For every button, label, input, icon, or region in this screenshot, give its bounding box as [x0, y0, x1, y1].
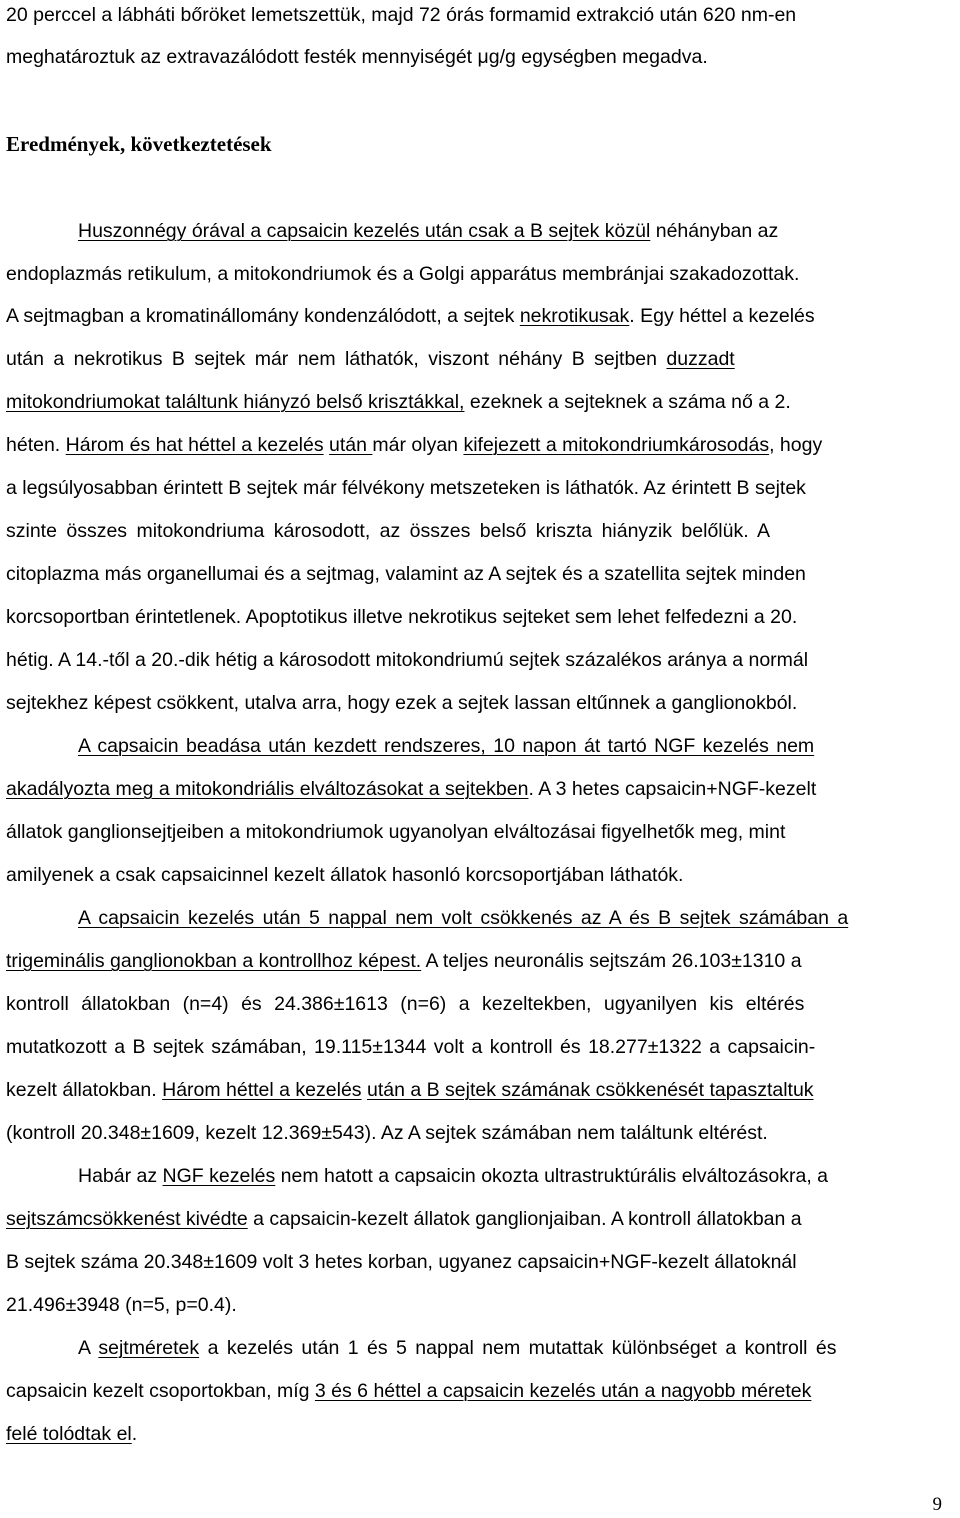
- p3-l2-underlined: trigeminális ganglionokban a kontrollhoz képest.: [6, 950, 422, 972]
- p3-l3: kontroll állatokban (n=4) és 24.386±1613 (n=6) a kezeltekben, ugyanilyen kis eltérés: [6, 993, 805, 1015]
- p1-line-9: [6, 561, 944, 587]
- p1-l11: hétig. A 14.-től a 20.-dik hétig a károsodott mitokondriumú sejtek százalékos aránya a normál: [6, 649, 809, 671]
- p5-line-3: [6, 1421, 944, 1447]
- p1-l6-underlined-1: Három és hat héttel a kezelés: [65, 434, 324, 456]
- p1-l4-underlined: duzzadt: [666, 348, 735, 370]
- p3-l5-a: kezelt állatokban.: [6, 1079, 163, 1101]
- p4-line-1: [78, 1163, 944, 1189]
- p1-l4-a: után a nekrotikus B sejtek már nem láthatók, viszont néhány B sejtben: [6, 348, 667, 370]
- p3-l6: (kontroll 20.348±1609, kezelt 12.369±543). Az A sejtek számában nem találtunk eltérést.: [6, 1122, 768, 1144]
- p1-line-8: [6, 518, 944, 544]
- p1-l3-underlined: nekrotikusak: [519, 305, 630, 327]
- p1-line-7: [6, 475, 944, 501]
- p5-l2-a: capsaicin kezelt csoportokban, míg: [6, 1380, 315, 1402]
- p3-line-6: [6, 1120, 944, 1146]
- p1-l6-a: héten.: [6, 434, 66, 456]
- p4-line-4: [6, 1292, 944, 1318]
- p1-line-11: [6, 647, 944, 673]
- p1-l9: citoplazma más organellumai és a sejtmag, valamint az A sejtek és a szatellita sejtek minden: [6, 563, 806, 585]
- p1-l8: szinte összes mitokondriuma károsodott, az összes belső kriszta hiányzik belőlük. A: [6, 520, 770, 542]
- p4-line-2: [6, 1206, 944, 1232]
- p2-line-2: [6, 776, 944, 802]
- p5-l1-b: a kezelés után 1 és 5 nappal nem mutattak különbséget a kontroll és: [199, 1337, 837, 1359]
- p1-l3-b: . Egy héttel a kezelés: [629, 305, 815, 327]
- p4-line-3: [6, 1249, 944, 1275]
- p4-l2-underlined: sejtszámcsökkenést kivédte: [6, 1208, 248, 1230]
- p1-l12: sejtekhez képest csökkent, utalva arra, hogy ezek a sejtek lassan eltűnnek a ganglionokból.: [6, 692, 798, 714]
- p4-l2-rest: a capsaicin-kezelt állatok ganglionjaiban. A kontroll állatokban a: [247, 1208, 802, 1230]
- p1-l3-a: A sejtmagban a kromatinállomány kondenzálódott, a sejtek: [6, 305, 520, 327]
- p5-l3-b: .: [131, 1423, 138, 1445]
- p3-line-1: [78, 905, 944, 931]
- p3-l5-underlined-2: után a B sejtek számának csökkenését tapasztaltuk: [366, 1079, 814, 1101]
- p2-line-4: [6, 862, 944, 888]
- p1-line-12: [6, 690, 944, 716]
- p2-l1-underlined: A capsaicin beadása után kezdett rendszeres, 10 napon át tartó NGF kezelés nem: [78, 735, 815, 757]
- p2-l3: állatok ganglionsejtjeiben a mitokondriumok ugyanolyan elváltozásai figyelhetők meg, mint: [6, 821, 786, 843]
- p1-line-10: [6, 604, 944, 630]
- p2-l2-rest: . A 3 hetes capsaicin+NGF-kezelt: [528, 778, 817, 800]
- p2-line-3: [6, 819, 944, 845]
- page-number: 9: [932, 1494, 942, 1515]
- heading-text: Eredmények, következtetések: [6, 132, 272, 156]
- p4-l4: 21.496±3948 (n=5, p=0.4).: [6, 1294, 237, 1316]
- intro-line-1: [6, 2, 944, 28]
- p3-line-5: [6, 1077, 944, 1103]
- p2-l4: amilyenek a csak capsaicinnel kezelt állatok hasonló korcsoportjában láthatók.: [6, 864, 684, 886]
- p5-line-2: [6, 1378, 944, 1404]
- intro-line-2: [6, 44, 944, 70]
- p3-line-4: [6, 1034, 944, 1060]
- p1-l1-rest: néhányban az: [650, 220, 779, 242]
- p1-l6-underlined-3: kifejezett a mitokondriumkárosodás: [463, 434, 770, 456]
- p3-l4: mutatkozott a B sejtek számában, 19.115±1344 volt a kontroll és 18.277±1322 a capsaicin-: [6, 1036, 816, 1058]
- p1-line-5: [6, 389, 944, 415]
- p3-l5-underlined-1: Három héttel a kezelés: [162, 1079, 362, 1101]
- p1-l1-underlined: Huszonnégy órával a capsaicin kezelés után csak a B sejtek közül: [78, 220, 651, 242]
- p1-l7: a legsúlyosabban érintett B sejtek már félvékony metszeteken is láthatók. Az érintett B sejtek: [6, 477, 806, 499]
- p1-l6-d: , hogy: [769, 434, 823, 456]
- p1-line-6: [6, 432, 944, 458]
- p4-l1-b: nem hatott a capsaicin okozta ultrastruktúrális elváltozásokra, a: [275, 1165, 829, 1187]
- p1-l2: endoplazmás retikulum, a mitokondriumok és a Golgi apparátus membránjai szakadozottak.: [6, 263, 800, 285]
- p1-l10: korcsoportban érintetlenek. Apoptotikus illetve nekrotikus sejteket sem lehet felfedezni a 20.: [6, 606, 798, 628]
- intro-text-1: 20 perccel a lábháti bőröket lemetszettük, majd 72 órás formamid extrakció után 620 nm-en: [6, 4, 797, 26]
- p1-l5-rest: ezeknek a sejteknek a száma nő a 2.: [464, 391, 791, 413]
- p1-l6-underlined-2: után: [329, 434, 373, 456]
- section-heading: [6, 131, 944, 157]
- p3-line-2: [6, 948, 944, 974]
- p1-line-2: [6, 261, 944, 287]
- p3-l2-rest: A teljes neuronális sejtszám 26.103±1310 a: [421, 950, 802, 972]
- p4-l1-a: Habár az: [78, 1165, 163, 1187]
- p5-line-1: [78, 1335, 944, 1361]
- p4-l1-underlined: NGF kezelés: [162, 1165, 276, 1187]
- p2-l2-underlined: akadályozta meg a mitokondriális elváltozásokat a sejtekben: [6, 778, 529, 800]
- p5-l1-underlined: sejtméretek: [98, 1337, 200, 1359]
- p1-line-3: [6, 303, 944, 329]
- p5-l3-underlined: felé tolódtak el: [6, 1423, 132, 1445]
- p4-l3: B sejtek száma 20.348±1609 volt 3 hetes korban, ugyanez capsaicin+NGF-kezelt állatoknál: [6, 1251, 797, 1273]
- p5-l1-a: A: [78, 1337, 99, 1359]
- p1-l5-underlined: mitokondriumokat találtunk hiányzó belső krisztákkal,: [6, 391, 465, 413]
- p5-l2-underlined: 3 és 6 héttel a capsaicin kezelés után a nagyobb méretek: [314, 1380, 812, 1402]
- p3-line-3: [6, 991, 944, 1017]
- intro-text-2: meghatároztuk az extravazálódott festék mennyiségét μg/g egységben megadva.: [6, 46, 708, 68]
- p1-line-1: [78, 218, 944, 244]
- p1-line-4: [6, 346, 944, 372]
- p1-l6-c: már olyan: [372, 434, 464, 456]
- p3-l1-underlined: A capsaicin kezelés után 5 nappal nem volt csökkenés az A és B sejtek számában a: [78, 907, 849, 929]
- p2-line-1: [78, 733, 944, 759]
